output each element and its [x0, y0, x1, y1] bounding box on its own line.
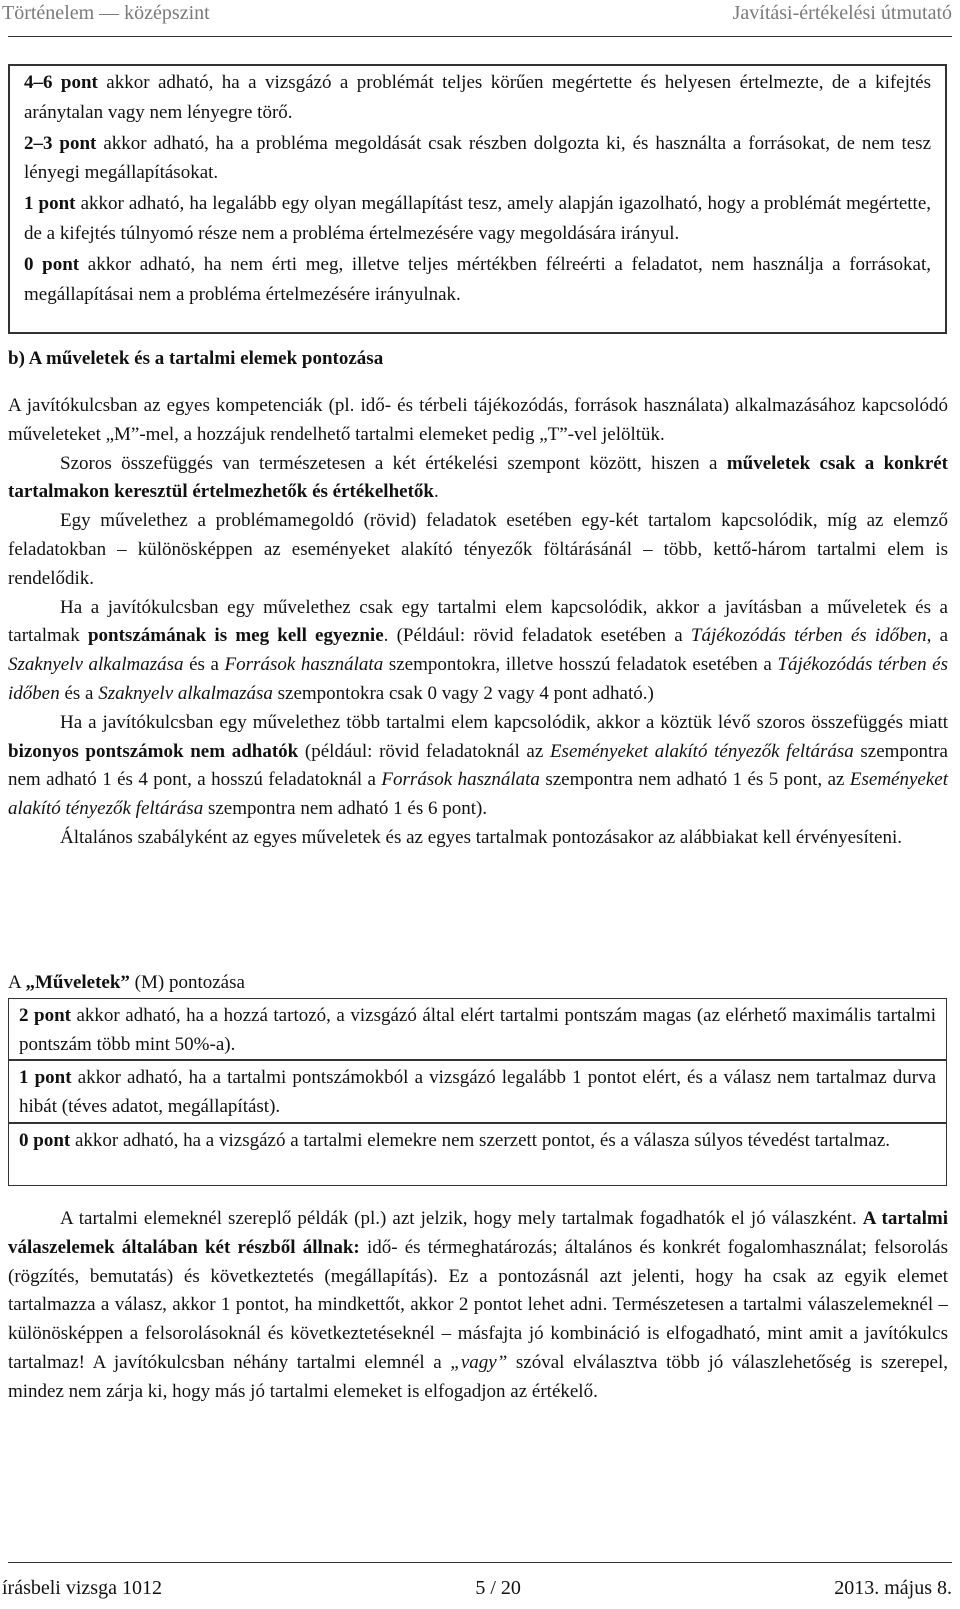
text-run: szempontokra csak 0 vagy 2 vagy 4 pont adható.)	[272, 682, 654, 704]
italic-run: Tájékozódás térben és időben	[8, 654, 948, 704]
muveletek-heading	[8, 970, 245, 996]
italic-run: Eseményeket alakító tényezők feltárása	[8, 769, 948, 820]
criteria-text: akkor adható, ha a vizsgázó a problémát teljes körűen megértette és helyesen értelmezte, de a kifejtés aránytalan vagy nem lényegre törő.	[24, 72, 932, 123]
text-run: A	[8, 972, 26, 993]
header-rule	[8, 36, 952, 37]
criteria-text: akkor adható, ha legalább egy olyan megállapítást tesz, amely alapján igazolható, hogy a problémát megértette, de a kifejtés túlnyomó része nem a probléma értelmezésére vagy megoldására irányul.	[24, 193, 931, 244]
text-run: szempontra nem adható 1 és 5 pont, az	[539, 769, 850, 791]
paragraph-3: Egy művelethez a problémamegoldó (rövid) feladatok esetében egy-két tartalom kapcsolódik, míg az elemző feladatokban – különösképpen az eseményeket alakító tényezők föltárásánál – több, kettő-három tartalmi elem is rendelődik.	[8, 510, 948, 589]
text-run: szempontra nem adható 1 és 6 pont).	[203, 798, 488, 820]
text-run: és a	[59, 682, 99, 704]
text-run: .	[433, 481, 439, 503]
criteria-points: 0 pont	[24, 253, 80, 275]
criteria-text: akkor adható, ha a probléma megoldását csak részben dolgozta ki, és használta a forrásokat, de nem tesz lényegi megállapításokat.	[24, 132, 931, 184]
paragraph-7	[8, 1205, 948, 1407]
header-subject: Történelem — középszint	[2, 2, 210, 24]
text-run: Szoros összefüggés van természetesen a két értékelési szempont között, hiszen a	[60, 452, 727, 474]
text-run: A tartalmi elemeknél szereplő példák (pl.) azt jelzik, hogy mely tartalmak fogadhatók el jó válaszként.	[60, 1208, 863, 1229]
text-run: Ha a javítókulcsban egy művelethez több tartalmi elem kapcsolódik, akkor a köztük lévő szoros összefüggés miatt	[60, 711, 948, 733]
criteria-4-6	[24, 68, 931, 128]
criteria-points: 0 pont	[19, 1130, 71, 1151]
paragraph-6: Általános szabályként az egyes műveletek és az egyes tartalmak pontozásakor az alábbiakat kell érvényesíteni.	[60, 826, 902, 848]
footer-rule	[8, 1562, 952, 1563]
text-run: , a	[926, 625, 949, 647]
text-run: . (Például: rövid feladatok esetében a	[383, 625, 691, 647]
text-run: és a	[183, 654, 225, 676]
body-text-2	[8, 1205, 948, 1407]
italic-run: „vagy”	[450, 1351, 508, 1373]
italic-run: Tájékozódás térben és időben	[690, 625, 927, 647]
page-header	[2, 0, 952, 26]
body-text-1	[8, 392, 948, 853]
header-doc-type: Javítási-értékelési útmutató	[732, 2, 952, 24]
text-run: idő- és térmeghatározás; általános és konkrét fogalomhasználat; felsorolás (rögzítés, bemutatás) és következtetés (megállapítás). Ez a pontozásnál azt jelenti, hogy ha csak az egyik elemet tartalmazza a válasz, akkor 1 pontot, ha mindkettőt, akkor 2 pontot lehet adni. Természetesen a tartalmi válaszelemeknél – különösképpen a felsorolásoknál és következtetéseknél – másfajta jó kombináció is elfogadható, mint amit a javítókulcs tartalmaz! A javítókulcsban néhány tartalmi elemnél a	[8, 1236, 948, 1373]
criteria-points: 2 pont	[19, 1005, 71, 1026]
text-run: Ha a javítókulcsban egy művelethez csak egy tartalmi elem kapcsolódik, akkor a javításban a műveletek és a tartalmak	[8, 596, 948, 647]
text-run: szóval elválasztva több jó válaszlehetőség is szerepel, mindez nem zárja ki, hogy más jó tartalmi elemeket is elfogadjon az értékelő.	[8, 1351, 948, 1402]
m-score-box-2	[8, 998, 947, 1060]
text-run: (például: rövid feladatoknál az	[298, 740, 550, 762]
criteria-text: akkor adható, ha a hozzá tartozó, a vizsgázó által elért tartalmi pontszám magas (az elérhető maximális tartalmi pontszám több mint 50%-a).	[19, 1005, 936, 1055]
criteria-points: 2–3 pont	[24, 132, 97, 154]
criteria-text: akkor adható, ha a vizsgázó a tartalmi elemekre nem szerzett pontot, és a válasza súlyos tévedést tartalmaz.	[70, 1130, 891, 1151]
text-run: (M) pontozása	[129, 972, 245, 993]
footer-date: 2013. május 8.	[834, 1577, 952, 1599]
text-run: szempontokra, illetve hosszú feladatok esetében a	[383, 654, 778, 676]
italic-run: Források használata	[224, 654, 384, 676]
m-score-box-0	[8, 1123, 947, 1186]
criteria-points: 1 pont	[19, 1067, 72, 1088]
criteria-0	[24, 250, 931, 310]
criteria-2-3	[24, 129, 931, 189]
footer-page-number: 5 / 20	[475, 1577, 521, 1599]
bold-run: A tartalmi válaszelemek általában két részből állnak:	[8, 1208, 948, 1258]
criteria-text: akkor adható, ha a tartalmi pontszámokból a vizsgázó legalább 1 pontot elért, és a válasz nem tartalmaz durva hibát (téves adatot, megállapítást).	[19, 1067, 936, 1117]
paragraph-5	[8, 709, 948, 824]
criteria-points: 4–6 pont	[24, 72, 98, 93]
italic-run: Források használata	[381, 769, 540, 791]
bold-run: műveletek csak a konkrét tartalmakon keresztül értelmezhetők és értékelhetők	[8, 452, 949, 503]
section-b-heading: b) A műveletek és a tartalmi elemek pontozása	[8, 348, 384, 369]
m-score-box-1	[8, 1060, 947, 1123]
italic-run: Eseményeket alakító tényezők feltárása	[549, 740, 854, 762]
criteria-1	[24, 189, 931, 249]
bold-run: bizonyos pontszámok nem adhatók	[8, 740, 299, 762]
page-footer	[2, 1575, 952, 1601]
footer-exam-id: írásbeli vizsga 1012	[2, 1577, 162, 1599]
paragraph-1: A javítókulcsban az egyes kompetenciák (pl. idő- és térbeli tájékozódás, források használata) alkalmazásához kapcsolódó műveleteket „M”-mel, a hozzájuk rendelhető tartalmi elemeket pedig „T”-vel jelöltük.	[8, 395, 948, 445]
criteria-text: akkor adható, ha nem érti meg, illetve teljes mértékben félreérti a feladatot, nem használja a forrásokat, megállapításai nem a probléma értelmezésére irányulnak.	[24, 253, 931, 305]
bold-run: „Műveletek”	[25, 972, 130, 993]
italic-run: Szaknyelv alkalmazása	[98, 682, 273, 704]
text-run: szempontra nem adható 1 és 4 pont, a hosszú feladatoknál a	[8, 740, 948, 791]
paragraph-2	[8, 450, 948, 508]
scoring-criteria-box	[8, 64, 947, 334]
italic-run: Szaknyelv alkalmazása	[8, 654, 184, 676]
bold-run: pontszámának is meg kell egyeznie	[87, 625, 384, 647]
criteria-points: 1 pont	[24, 193, 76, 215]
paragraph-4	[8, 594, 948, 709]
